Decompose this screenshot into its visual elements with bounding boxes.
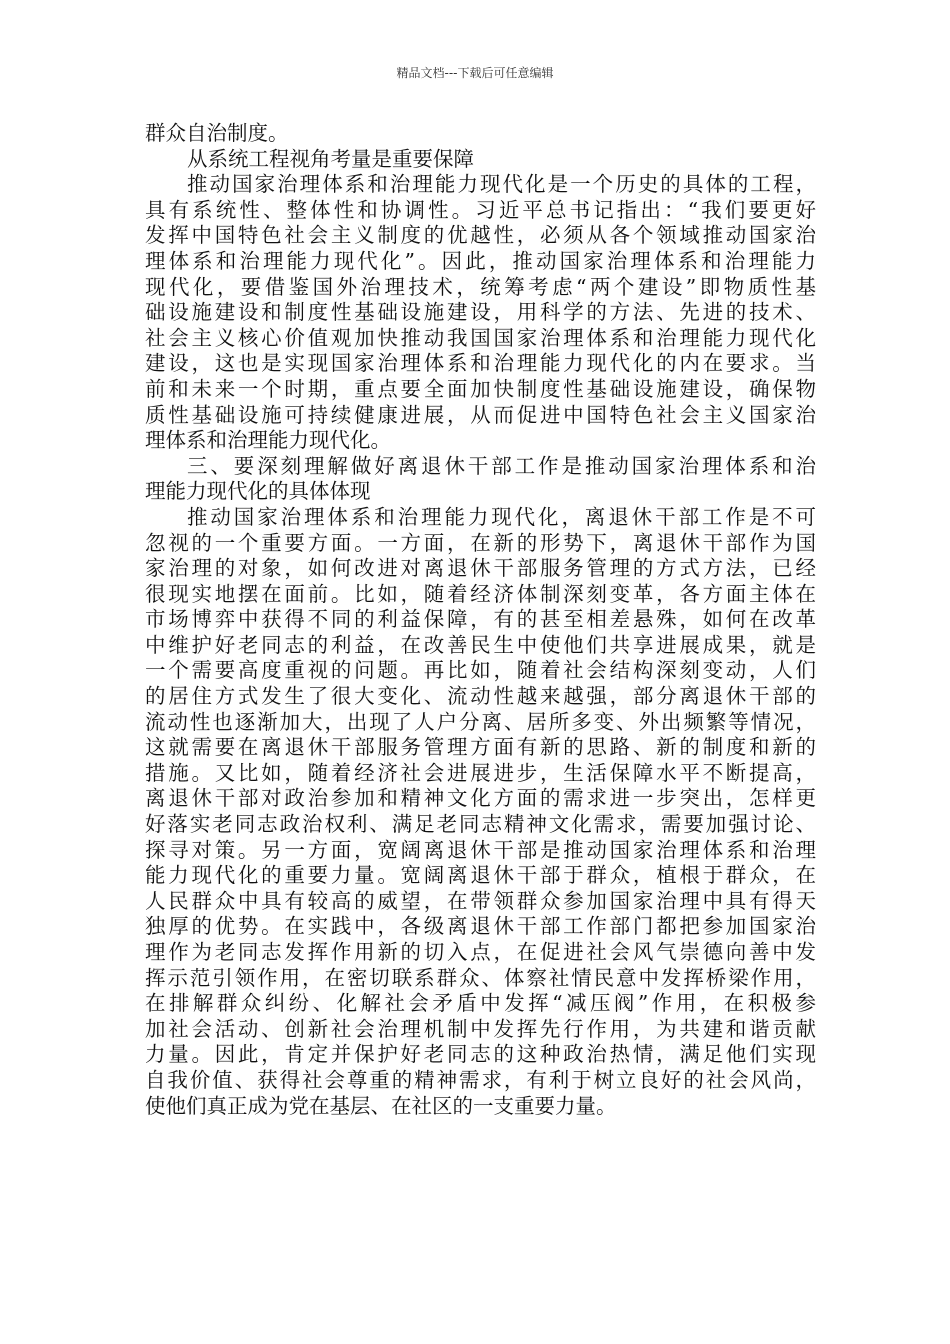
section-heading: 三、要深刻理解做好离退休干部工作是推动国家治理体系和治	[187, 453, 816, 478]
text-line: 家治理的对象，如何改进对离退休干部服务管理的方式方法，已经	[145, 556, 816, 581]
text-line: 探寻对策。另一方面，宽阔离退休干部是推动国家治理体系和治理	[145, 837, 816, 862]
text-line: 在排解群众纠纷、化解社会矛盾中发挥“减压阀”作用，在积极参	[145, 991, 816, 1016]
text-line: 发挥中国特色社会主义制度的优越性，必须从各个领域推动国家治	[145, 223, 816, 248]
text-line: 一个需要高度重视的问题。再比如，随着社会结构深刻变动，人们	[145, 658, 816, 683]
text-line: 忽视的一个重要方面。一方面，在新的形势下，离退休干部作为国	[145, 530, 816, 555]
text-line: 自我价值、获得社会尊重的精神需求，有利于树立良好的社会风尚，	[145, 1067, 816, 1092]
text-line: 群众自治制度。	[145, 121, 289, 145]
section-heading: 理能力现代化的具体体现	[145, 479, 371, 504]
text-line: 好落实老同志政治权利、满足老同志精神文化需求，需要加强讨论、	[145, 812, 816, 837]
text-line: 具有系统性、整体性和协调性。习近平总书记指出：“我们要更好	[145, 197, 816, 222]
text-line: 流动性也逐渐加大，出现了人户分离、居所多变、外出频繁等情况，	[145, 709, 816, 734]
text-line: 建设，这也是实现国家治理体系和治理能力现代化的内在要求。当	[145, 351, 816, 376]
text-line: 推动国家治理体系和治理能力现代化，离退休干部工作是不可	[187, 504, 816, 529]
text-line: 理体系和治理能力现代化。	[145, 428, 391, 453]
text-line: 独厚的优势。在实践中，各级离退休干部工作部门都把参加国家治	[145, 914, 816, 939]
text-line: 质性基础设施可持续健康进展，从而促进中国特色社会主义国家治	[145, 402, 816, 427]
text-line: 理体系和治理能力现代化”。因此，推动国家治理体系和治理能力	[145, 248, 816, 273]
text-line: 加社会活动、创新社会治理机制中发挥先行作用，为共建和谐贡献	[145, 1016, 816, 1041]
text-line: 使他们真正成为党在基层、在社区的一支重要力量。	[145, 1093, 617, 1118]
text-line: 社会主义核心价值观加快推动我国国家治理体系和治理能力现代化	[145, 325, 816, 350]
text-line: 现代化，要借鉴国外治理技术，统筹考虑“两个建设”即物质性基	[145, 274, 816, 299]
section-heading: 从系统工程视角考量是重要保障	[187, 146, 474, 171]
text-line: 措施。又比如，随着经济社会进展进步，生活保障水平不断提高，	[145, 760, 816, 785]
text-line: 能力现代化的重要力量。宽阔离退休干部于群众，植根于群众，在	[145, 863, 816, 888]
text-line: 挥示范引领作用，在密切联系群众、体察社情民意中发挥桥梁作用，	[145, 965, 816, 990]
text-line: 这就需要在离退休干部服务管理方面有新的思路、新的制度和新的	[145, 735, 816, 760]
text-line: 础设施建设和制度性基础设施建设，用科学的方法、先进的技术、	[145, 300, 816, 325]
text-line: 理作为老同志发挥作用新的切入点，在促进社会风气崇德向善中发	[145, 940, 816, 964]
document-body	[145, 121, 816, 1119]
text-line: 市场博弈中获得不同的利益保障，有的甚至相差悬殊，如何在改革	[145, 607, 816, 632]
text-line: 很现实地摆在面前。比如，随着经济体制深刻变革，各方面主体在	[145, 581, 816, 606]
text-line: 前和未来一个时期，重点要全面加快制度性基础设施建设，确保物	[145, 376, 816, 401]
text-line: 力量。因此，肯定并保护好老同志的这种政治热情，满足他们实现	[145, 1042, 816, 1067]
text-line: 中维护好老同志的利益，在改善民生中使他们共享进展成果，就是	[145, 632, 816, 657]
text-line: 推动国家治理体系和治理能力现代化是一个历史的具体的工程，	[187, 172, 816, 197]
page-header: 精品文档---下载后可任意编辑	[396, 66, 554, 80]
text-line: 离退休干部对政治参加和精神文化方面的需求进一步突出，怎样更	[145, 786, 816, 811]
text-line: 人民群众中具有较高的威望，在带领群众参加国家治理中具有得天	[145, 888, 816, 913]
text-line: 的居住方式发生了很大变化、流动性越来越强，部分离退休干部的	[145, 684, 816, 709]
